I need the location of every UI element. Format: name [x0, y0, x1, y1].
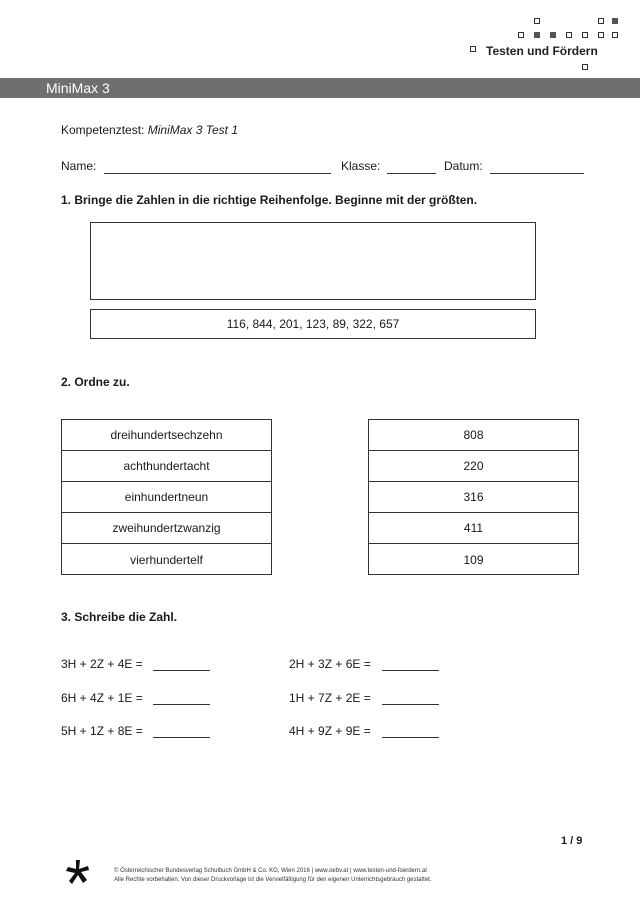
- equation-label: 3H + 2Z + 4E =: [61, 657, 143, 671]
- header-title: MiniMax 3: [46, 80, 110, 96]
- logo-square: [598, 18, 604, 24]
- logo-square: [534, 32, 540, 38]
- page-number: 1 / 9: [561, 835, 583, 847]
- word-row[interactable]: [62, 420, 271, 451]
- logo-square: [550, 32, 556, 38]
- task1-numbers-box: [90, 309, 536, 339]
- number-cell: 808: [463, 428, 484, 442]
- number-cell: 109: [463, 552, 484, 567]
- task1-answer-box[interactable]: [90, 222, 536, 300]
- test-title: [61, 123, 238, 137]
- task2-numbers-table: [368, 419, 579, 575]
- number-row[interactable]: [369, 482, 578, 513]
- word-row[interactable]: [62, 482, 271, 513]
- answer-field[interactable]: [153, 737, 210, 738]
- class-field[interactable]: [387, 173, 436, 174]
- logo-square: [612, 32, 618, 38]
- logo-square: [582, 32, 588, 38]
- logo-square: [518, 32, 524, 38]
- answer-field[interactable]: [382, 737, 439, 738]
- number-row[interactable]: [369, 544, 578, 575]
- date-field[interactable]: [490, 173, 584, 174]
- number-row[interactable]: [369, 451, 578, 482]
- test-title-prefix: Kompetenztest:: [61, 123, 145, 137]
- word-cell: dreihundertsechzehn: [110, 428, 223, 442]
- logo-square: [534, 18, 540, 24]
- answer-field[interactable]: [153, 670, 210, 671]
- task2-heading: 2. Ordne zu.: [61, 375, 130, 389]
- word-cell: vierhundertelf: [130, 552, 203, 567]
- number-cell: 411: [463, 521, 484, 535]
- task3-heading: 3. Schreibe die Zahl.: [61, 610, 178, 624]
- name-label: Name:: [61, 159, 97, 173]
- number-cell: 220: [463, 459, 484, 473]
- equation-label: 6H + 4Z + 1E =: [61, 691, 143, 705]
- publisher-logo-icon: [64, 858, 92, 886]
- name-field[interactable]: [104, 173, 331, 174]
- logo-square: [566, 32, 572, 38]
- equation-label: 5H + 1Z + 8E =: [61, 724, 143, 738]
- logo-square: [598, 32, 604, 38]
- word-cell: achthundertacht: [123, 459, 210, 473]
- logo-square: [612, 18, 618, 24]
- class-label: Klasse:: [341, 159, 381, 173]
- footer-rights: Alle Rechte vorbehalten. Von dieser Druckvorlage ist die Vervielfältigung für den eigenen Unterrichtsgebrauch gestattet.: [114, 877, 432, 883]
- answer-field[interactable]: [382, 670, 439, 671]
- date-label: Datum:: [444, 159, 483, 173]
- answer-field[interactable]: [382, 704, 439, 705]
- task1-heading: 1. Bringe die Zahlen in die richtige Reihenfolge. Beginne mit der größten.: [61, 193, 478, 207]
- equation-label: 2H + 3Z + 6E =: [289, 657, 371, 671]
- task1-numbers: 116, 844, 201, 123, 89, 322, 657: [226, 317, 400, 331]
- header-bar-cutout: [150, 72, 640, 78]
- answer-field[interactable]: [153, 704, 210, 705]
- logo-text: Testen und Fördern: [486, 44, 598, 58]
- footer-copyright: © Österreichischer Bundesverlag Schulbuch GmbH & Co. KG, Wien 2016 | www.oebv.at | www.testen-und-foerdern.at: [114, 868, 427, 874]
- word-row[interactable]: [62, 451, 271, 482]
- logo-square: [470, 46, 476, 52]
- number-row[interactable]: [369, 513, 578, 544]
- task2-words-table: [61, 419, 272, 575]
- equation-label: 4H + 9Z + 9E =: [289, 724, 371, 738]
- logo-square: [582, 64, 588, 70]
- word-cell: zweihundertzwanzig: [112, 521, 221, 535]
- number-row[interactable]: [369, 420, 578, 451]
- word-row[interactable]: [62, 513, 271, 544]
- word-row[interactable]: [62, 544, 271, 575]
- equation-label: 1H + 7Z + 2E =: [289, 691, 371, 705]
- test-title-name: MiniMax 3 Test 1: [147, 123, 238, 137]
- number-cell: 316: [463, 490, 484, 504]
- word-cell: einhundertneun: [124, 490, 209, 504]
